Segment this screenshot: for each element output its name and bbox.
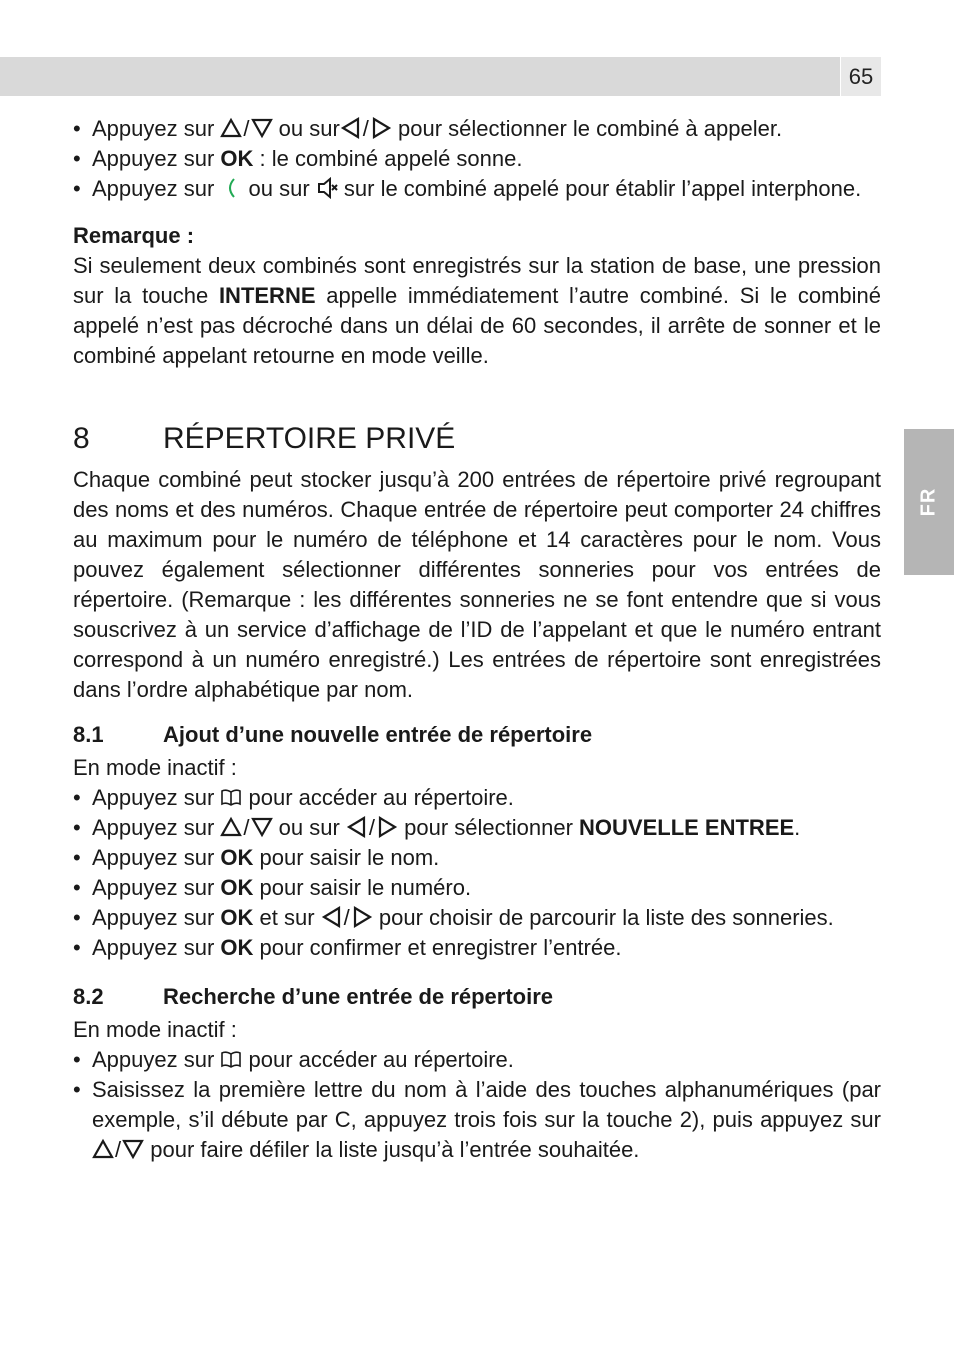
list-item: • Appuyez sur OK pour confirmer et enregistrer l’entrée. xyxy=(73,935,622,960)
remark-text: Si seulement deux combinés sont enregistrés sur la station de base, une pression sur la touche INTERNE appelle immédiatement l’autre combiné. Si le combiné appelé n’est pas décroché dans un délai de 60 secondes, il arrête de sonner et le combiné appelant retourne en mode veille. xyxy=(73,253,881,368)
list-item: • Appuyez sur pour accéder au répertoire. xyxy=(73,785,514,810)
section-heading: 8 RÉPERTOIRE PRIVÉ xyxy=(73,422,456,455)
header-bar xyxy=(0,57,840,96)
mode-label: En mode inactif : xyxy=(73,1017,237,1042)
subsection-heading: 8.1 Ajout d’une nouvelle entrée de répertoire xyxy=(73,722,593,747)
left-triangle-icon xyxy=(340,117,362,139)
list-item: • Appuyez sur OK pour saisir le numéro. xyxy=(73,875,472,900)
up-triangle-icon xyxy=(220,117,242,139)
phone-call-icon xyxy=(220,177,242,199)
phonebook-icon xyxy=(220,1048,242,1070)
list-item: • Appuyez sur OK : le combiné appelé sonne. xyxy=(73,146,523,171)
down-triangle-icon xyxy=(251,816,273,838)
list-item: • Appuyez sur pour accéder au répertoire. xyxy=(73,1047,514,1072)
page-content xyxy=(73,114,881,1165)
right-triangle-icon xyxy=(351,906,373,928)
left-triangle-icon xyxy=(346,816,368,838)
list-item: • Appuyez sur ou sur sur le combiné appelé pour établir l’appel interphone. xyxy=(73,176,862,201)
page-number: 65 xyxy=(841,57,881,96)
section-body: Chaque combiné peut stocker jusqu’à 200 entrées de répertoire privé regroupant des noms et des numéros. Chaque entrée de répertoire peut comporter 24 chiffres au maximum pour le numéro de téléphone et 14 caractères pour le nom. Vous pouvez également sélectionner différentes sonneries pour vos entrées de répertoire. (Remarque : les différentes sonneries ne se font entendre que si vous souscrivez à un service d’affichage de l’ID de l’appelant et que le numéro entrant correspond à un numéro enregistré.) Les entrées de répertoire sont enregistrées dans l’ordre alphabétique par nom. xyxy=(73,467,881,702)
list-item: • Appuyez sur / ou sur / pour sélectionner NOUVELLE ENTREE. xyxy=(73,815,801,840)
speaker-icon xyxy=(316,177,338,199)
mode-label: En mode inactif : xyxy=(73,755,237,780)
language-tab-label: FR xyxy=(917,487,940,517)
subsection-heading: 8.2 Recherche d’une entrée de répertoire xyxy=(73,984,554,1009)
left-triangle-icon xyxy=(321,906,343,928)
right-triangle-icon xyxy=(376,816,398,838)
up-triangle-icon xyxy=(92,1138,114,1160)
remark-title: Remarque : xyxy=(73,223,195,248)
list-item: • Appuyez sur OK pour saisir le nom. xyxy=(73,845,440,870)
up-triangle-icon xyxy=(220,816,242,838)
list-item: • Appuyez sur / ou sur / pour sélectionner le combiné à appeler. xyxy=(73,116,783,141)
list-item: • Saisissez la première lettre du nom à l’aide des touches alphanumériques (par exemple, s’il débute par C, appuyez trois fois sur la touche 2), puis appuyez sur / pour faire défiler la liste jusqu’à l’entrée souhaitée. xyxy=(73,1077,881,1162)
right-triangle-icon xyxy=(370,117,392,139)
down-triangle-icon xyxy=(122,1138,144,1160)
down-triangle-icon xyxy=(251,117,273,139)
language-tab xyxy=(904,429,954,575)
list-item: • Appuyez sur OK et sur / pour choisir de parcourir la liste des sonneries. xyxy=(73,905,834,930)
phonebook-icon xyxy=(220,786,242,808)
